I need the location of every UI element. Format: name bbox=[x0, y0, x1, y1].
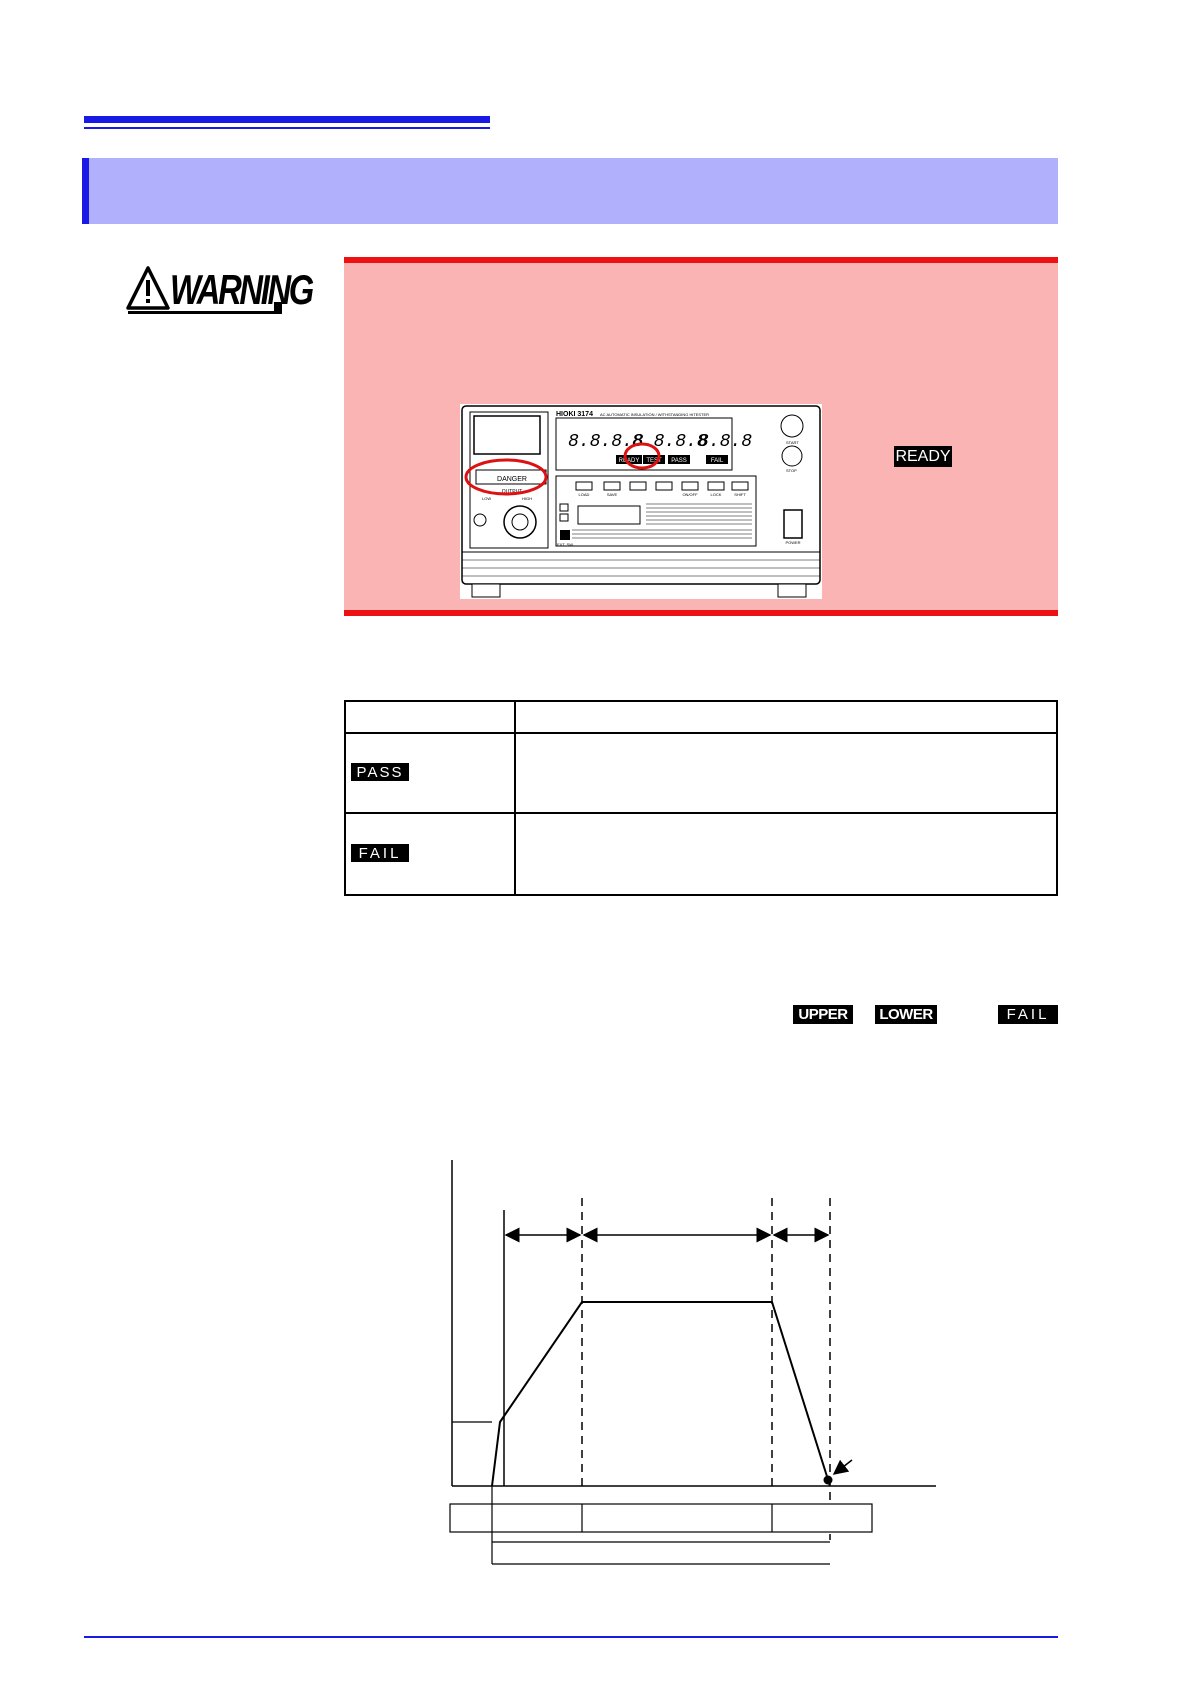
stop-label: STOP bbox=[786, 468, 797, 473]
lock-label: LOCK bbox=[710, 492, 722, 497]
warning-label: WARNING bbox=[170, 266, 312, 313]
svg-text:8.8.8.8: 8.8.8.8 bbox=[632, 432, 708, 452]
table-header-divider bbox=[344, 732, 1058, 734]
instrument-illustration bbox=[460, 404, 822, 599]
onoff-label: ON/OFF bbox=[682, 492, 698, 497]
upper-badge: UPPER bbox=[793, 1005, 853, 1024]
start-label: START bbox=[786, 440, 799, 445]
fail-badge-inline: FAIL bbox=[998, 1005, 1058, 1024]
section-heading-band bbox=[82, 158, 1058, 224]
header-rule-thin bbox=[84, 127, 490, 129]
timing-diagram bbox=[440, 1160, 960, 1590]
save-label: SAVE bbox=[606, 492, 618, 497]
fail-badge: FAIL bbox=[351, 844, 409, 862]
shift-label: SHIFT bbox=[734, 492, 746, 497]
test-indicator: TEST bbox=[646, 458, 662, 464]
svg-text:8.8.8: 8.8.8 bbox=[698, 432, 753, 452]
header-rule-thick bbox=[84, 116, 490, 123]
svg-text:8.8.8.8: 8.8.8.8 bbox=[568, 432, 644, 452]
output-label: OUTPUT bbox=[501, 489, 523, 495]
timing-diagram-svg bbox=[440, 1160, 960, 1590]
device-brand: HIOKI 3174 bbox=[556, 411, 593, 418]
pass-indicator: PASS bbox=[671, 458, 687, 464]
device-subtitle: AC AUTOMATIC INSULATION / WITHSTANDING HiTESTER bbox=[600, 412, 710, 417]
ready-badge: READY bbox=[894, 446, 952, 467]
high-label: HIGH bbox=[522, 496, 532, 501]
lower-badge: LOWER bbox=[875, 1005, 937, 1024]
judgment-table bbox=[344, 700, 1058, 896]
voltage-waveform bbox=[492, 1302, 830, 1486]
footer-rule bbox=[84, 1636, 1058, 1638]
ready-indicator: READY bbox=[618, 458, 640, 464]
danger-label: DANGER bbox=[497, 476, 527, 483]
section-heading-accent bbox=[82, 158, 89, 224]
instrument-front-panel bbox=[460, 404, 822, 599]
load-label: LOAD bbox=[578, 492, 590, 497]
warning-logo bbox=[124, 264, 312, 324]
table-row-divider bbox=[344, 812, 1058, 814]
table-column-divider bbox=[514, 700, 516, 896]
low-label: LOW bbox=[482, 496, 492, 501]
fail-indicator: FAIL bbox=[710, 458, 724, 464]
pass-badge: PASS bbox=[351, 763, 409, 781]
ext-sw-label: EXT. SW bbox=[556, 542, 574, 547]
power-label: POWER bbox=[785, 540, 801, 545]
